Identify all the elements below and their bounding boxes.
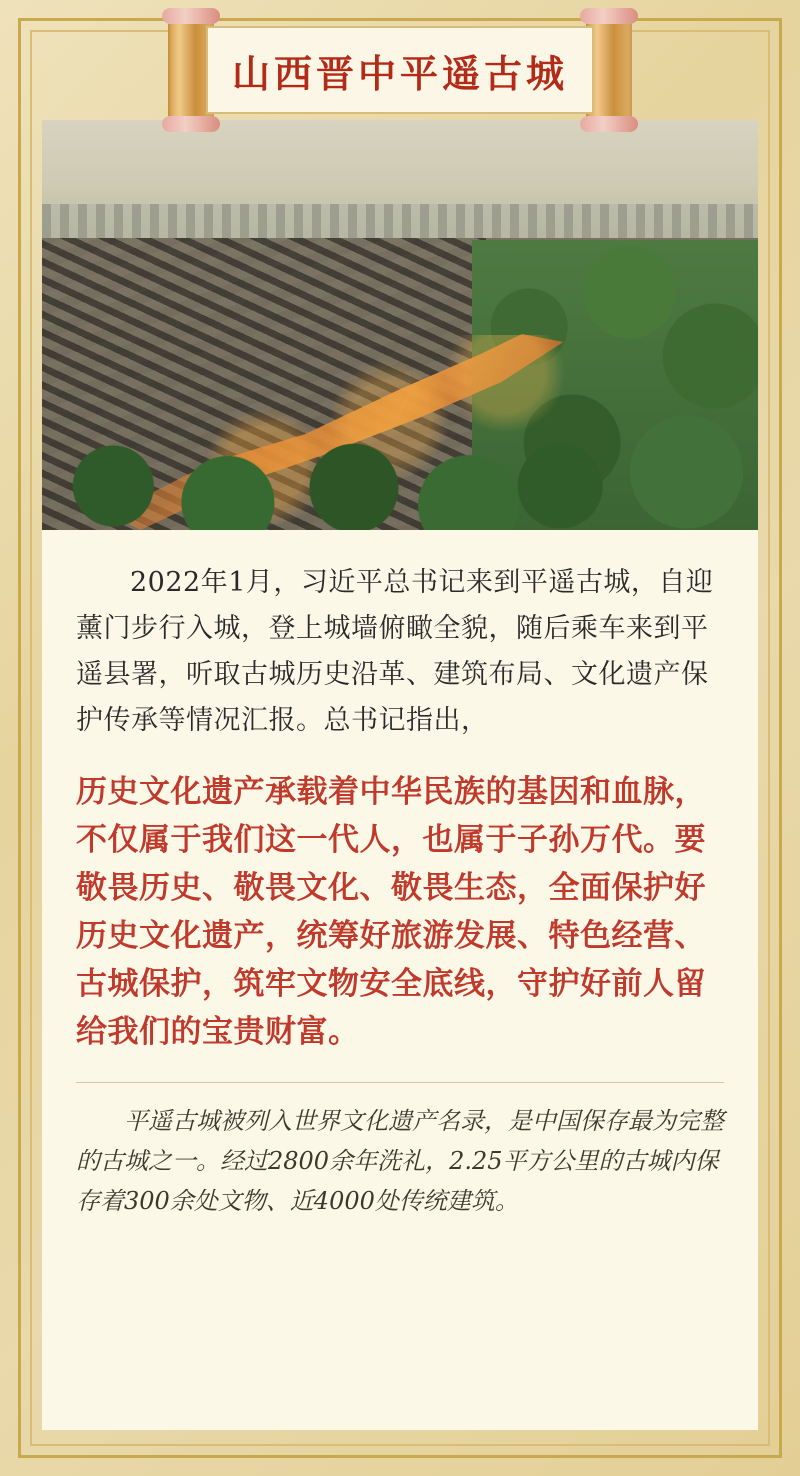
quote-paragraph: 历史文化遗产承载着中华民族的基因和血脉，不仅属于我们这一代人，也属于子孙万代。要敬畏历史、敬畏文化、敬畏生态，全面保护好历史文化遗产，统筹好旅游发展、特色经营、古城保护，筑牢文物安全底线，守护好前人留给我们的宝贵财富。 — [76, 774, 706, 1050]
title-plate — [206, 26, 594, 114]
section-divider — [76, 1082, 724, 1083]
content-card — [42, 530, 758, 1430]
intro-paragraph: 2022年1月，习近平总书记来到平遥古城，自迎薰门步行入城，登上城墙俯瞰全貌，随后乘车来到平遥县署，听取古城历史沿革、建筑布局、文化遗产保护传承等情况汇报。总书记指出， — [76, 567, 714, 736]
corner-ornament-top-right — [748, 18, 782, 52]
photo-trees-foreground — [56, 420, 629, 530]
page-title: 山西晋中平遥古城 — [231, 50, 568, 96]
title-scroll-banner — [168, 14, 632, 126]
footnote-paragraph: 平遥古城被列入世界文化遗产名录，是中国保存最为完整的古城之一。经过2800余年洗礼，2.25平方公里的古城内保存着300余处文物、近4000处传统建筑。 — [76, 1107, 724, 1215]
corner-ornament-top-left — [18, 18, 52, 52]
hero-photo — [42, 120, 758, 530]
